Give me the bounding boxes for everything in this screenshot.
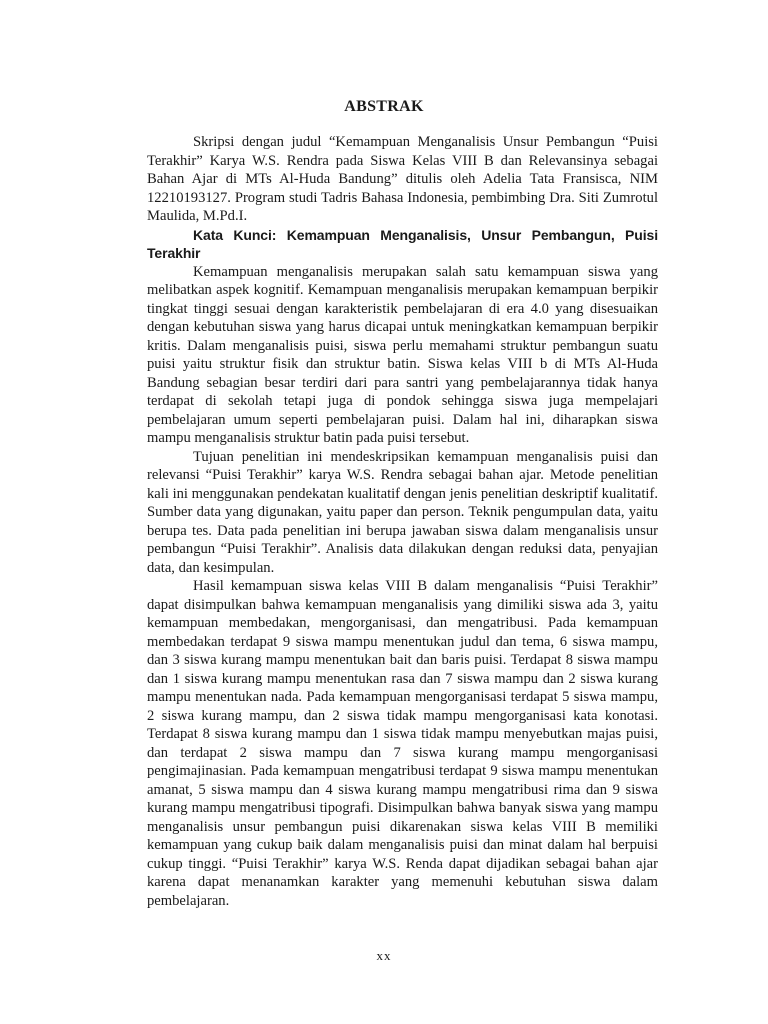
abstract-body xyxy=(147,133,658,910)
body-paragraph-1: Kemampuan menganalisis merupakan salah satu kemampuan siswa yang melibatkan aspek kognitif. Kemampuan menganalisis merupakan kemampuan berpikir tingkat tinggi sesuai dengan karakteristik pembelajaran di era 4.0 yang disesuaikan dengan kebutuhan siswa yang harus dicapai untuk meningkatkan kemampuan berpikir kritis. Dalam menganalisis puisi, siswa perlu memahami struktur pembangun suatu puisi yaitu struktur fisik dan struktur batin. Siswa kelas VIII b di MTs Al-Huda Bandung sebagian besar terdiri dari para santri yang pembelajarannya tidak hanya terdapat di sekolah tetapi juga di pondok sehingga siswa juga mempelajari pembelajaran umum seperti pembelajaran puisi. Dalam hal ini, diharapkan siswa mampu menganalisis struktur batin pada puisi tersebut. xyxy=(147,263,658,446)
identity-paragraph: Skripsi dengan judul “Kemampuan Menganalisis Unsur Pembangun “Puisi Terakhir” Karya W.S. Rendra pada Siswa Kelas VIII B dan Relevansinya sebagai Bahan Ajar di MTs Al-Huda Bandung” ditulis oleh Adelia Tata Fransisca, NIM 12210193127. Program studi Tadris Bahasa Indonesia, pembimbing Dra. Siti Zumrotul Maulida, M.Pd.I. xyxy=(147,134,658,224)
body-paragraph-2: Tujuan penelitian ini mendeskripsikan kemampuan menganalisis puisi dan relevansi “Puisi Terakhir” karya W.S. Rendra sebagai bahan ajar. Metode penelitian kali ini menggunakan pendekatan kualitatif dengan jenis penelitian deskriptif kualitatif. Sumber data yang digunakan, yaitu paper dan person. Teknik pengumpulan data, yaitu berupa tes. Data pada penelitian ini berupa jawaban siswa dalam menganalisis unsur pembangun “Puisi Terakhir”. Analisis data dilakukan dengan reduksi data, penyajian data, dan kesimpulan. xyxy=(147,448,658,576)
keywords-line: Kata Kunci: Kemampuan Menganalisis, Unsur Pembangun, Puisi Terakhir xyxy=(147,226,658,261)
page-title: ABSTRAK xyxy=(344,98,424,115)
page-number: xx xyxy=(376,948,392,963)
body-paragraph-3: Hasil kemampuan siswa kelas VIII B dalam menganalisis “Puisi Terakhir” dapat disimpulkan bahwa kemampuan menganalisis yang dimiliki siswa ada 3, yaitu kemampuan membedakan, mengorganisasi, dan mengatribusi. Pada kemampuan membedakan terdapat 9 siswa mampu menentukan judul dan tema, 6 siswa mampu, dan 3 siswa kurang mampu menentukan bait dan baris puisi. Terdapat 8 siswa mampu dan 1 siswa kurang mampu menentukan rasa dan 7 siswa mampu dan 2 siswa kurang mampu menentukan nada. Pada kemampuan mengorganisasi terdapat 5 siswa mampu, 2 siswa kurang mampu, dan 2 siswa tidak mampu mengorganisasi kata konotasi. Terdapat 8 siswa kurang mampu dan 1 siswa tidak mampu menyebutkan majas puisi, dan terdapat 2 siswa mampu dan 7 siswa kurang mampu mengorganisasi pengimajinasian. Pada kemampuan mengatribusi terdapat 9 siswa mampu menentukan amanat, 5 siswa mampu dan 4 siswa kurang mampu mengatribusi rima dan 9 siswa kurang mampu mengatribusi tipografi. Disimpulkan bahwa banyak siswa yang mampu menganalisis unsur pembangun puisi dikarenakan siswa kelas VIII B memiliki kemampuan yang cukup baik dalam menganalisis puisi dan minat dalam hal berpuisi cukup tinggi. “Puisi Terakhir” karya W.S. Renda dapat dijadikan sebagai bahan ajar karena dapat menanamkan karakter yang memenuhi kebutuhan siswa dalam pembelajaran. xyxy=(147,578,658,909)
